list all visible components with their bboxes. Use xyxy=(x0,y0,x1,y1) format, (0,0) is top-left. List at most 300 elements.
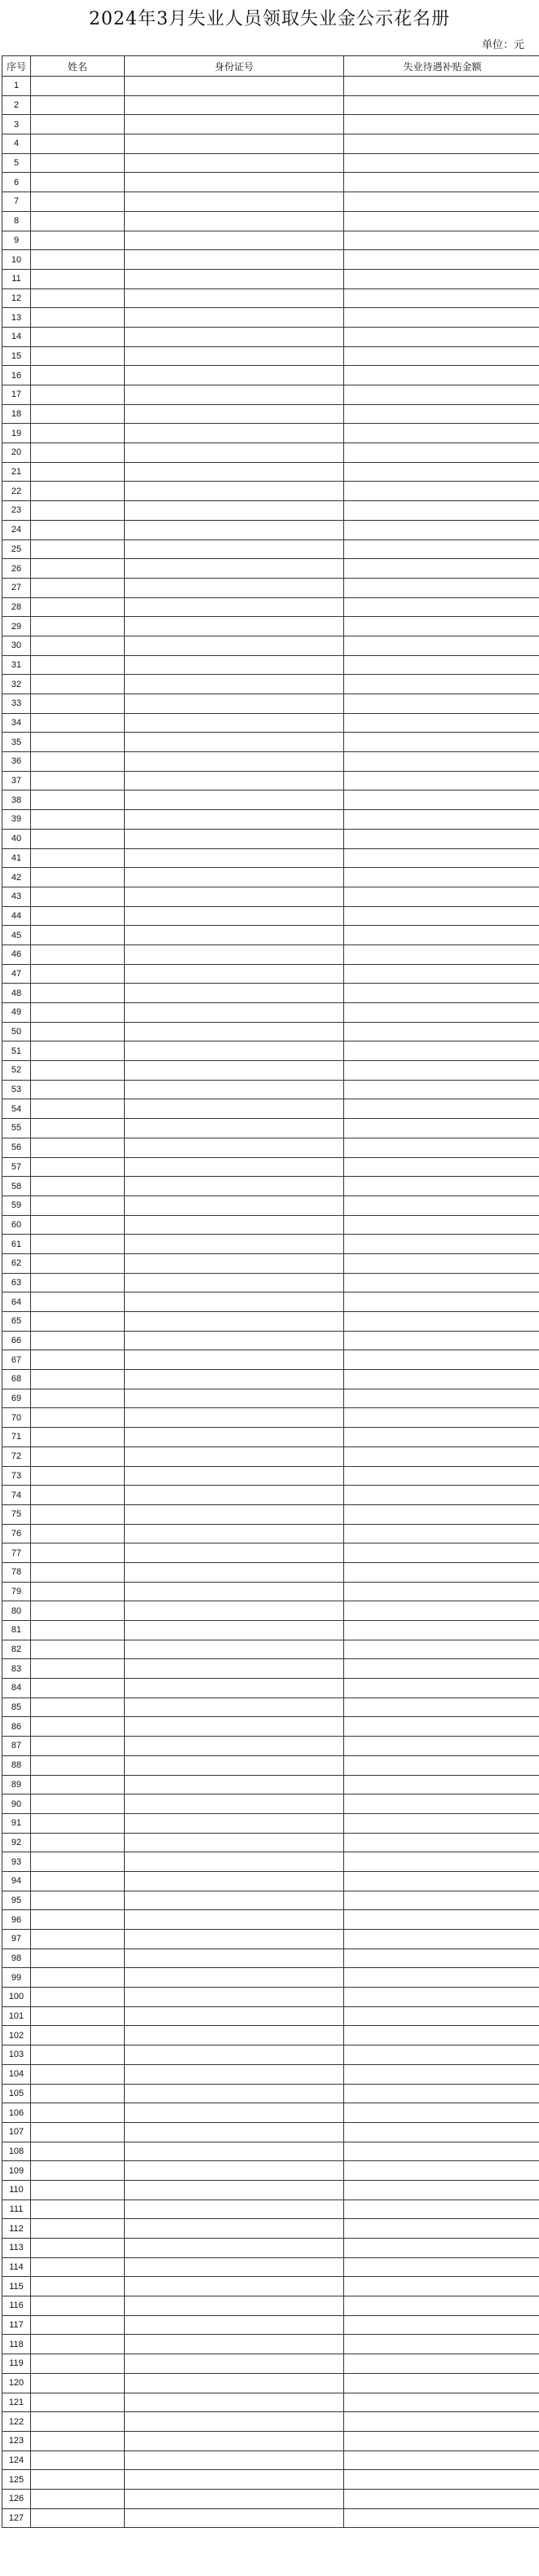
cell-name xyxy=(31,2180,125,2200)
cell-name xyxy=(31,906,125,926)
cell-amount xyxy=(344,1524,539,1543)
cell-id xyxy=(125,694,344,714)
cell-id xyxy=(125,733,344,752)
table-row xyxy=(2,366,539,385)
table-row xyxy=(2,1331,539,1350)
table-row xyxy=(2,868,539,887)
cell-id xyxy=(125,2200,344,2219)
cell-name xyxy=(31,848,125,868)
cell-amount xyxy=(344,539,539,559)
cell-no: 6 xyxy=(2,173,31,192)
cell-id xyxy=(125,2161,344,2181)
cell-amount xyxy=(344,1157,539,1177)
cell-id xyxy=(125,2451,344,2470)
cell-amount xyxy=(344,2412,539,2432)
cell-name xyxy=(31,1273,125,1292)
cell-id xyxy=(125,1215,344,1235)
table-row xyxy=(2,1389,539,1408)
cell-amount xyxy=(344,1273,539,1292)
cell-no: 59 xyxy=(2,1196,31,1215)
cell-id xyxy=(125,346,344,366)
cell-name xyxy=(31,1562,125,1582)
cell-name xyxy=(31,385,125,405)
table-row xyxy=(2,77,539,96)
cell-no: 11 xyxy=(2,269,31,288)
cell-name xyxy=(31,2142,125,2161)
cell-id xyxy=(125,77,344,96)
cell-id xyxy=(125,1177,344,1196)
cell-amount xyxy=(344,1813,539,1833)
cell-amount xyxy=(344,77,539,96)
cell-no: 99 xyxy=(2,1968,31,1988)
cell-no: 20 xyxy=(2,443,31,463)
table-row xyxy=(2,1871,539,1891)
table-row xyxy=(2,231,539,250)
cell-name xyxy=(31,1988,125,2007)
cell-no: 84 xyxy=(2,1679,31,1698)
table-row xyxy=(2,2470,539,2490)
cell-no: 52 xyxy=(2,1061,31,1081)
cell-id xyxy=(125,655,344,675)
cell-id xyxy=(125,2006,344,2026)
cell-name xyxy=(31,1370,125,1389)
table-row xyxy=(2,1601,539,1621)
cell-id xyxy=(125,1370,344,1389)
cell-no: 62 xyxy=(2,1253,31,1273)
cell-amount xyxy=(344,1543,539,1563)
cell-amount xyxy=(344,694,539,714)
cell-no: 55 xyxy=(2,1119,31,1138)
cell-id xyxy=(125,964,344,984)
roster-table xyxy=(2,55,539,2528)
cell-no: 127 xyxy=(2,2508,31,2528)
cell-id xyxy=(125,1640,344,1659)
cell-amount xyxy=(344,2084,539,2103)
cell-name xyxy=(31,269,125,288)
cell-no: 106 xyxy=(2,2103,31,2123)
cell-amount xyxy=(344,1447,539,1466)
cell-amount xyxy=(344,2161,539,2181)
cell-amount xyxy=(344,115,539,134)
table-row xyxy=(2,2239,539,2258)
table-row xyxy=(2,1138,539,1157)
table-row xyxy=(2,443,539,463)
cell-amount xyxy=(344,404,539,424)
cell-no: 58 xyxy=(2,1177,31,1196)
cell-no: 30 xyxy=(2,636,31,655)
cell-no: 47 xyxy=(2,964,31,984)
table-row xyxy=(2,2200,539,2219)
cell-name xyxy=(31,1466,125,1486)
cell-no: 61 xyxy=(2,1235,31,1254)
cell-amount xyxy=(344,1659,539,1679)
cell-no: 32 xyxy=(2,675,31,694)
cell-id xyxy=(125,1621,344,1640)
cell-no: 102 xyxy=(2,2026,31,2045)
cell-id xyxy=(125,2257,344,2277)
cell-amount xyxy=(344,887,539,906)
table-row xyxy=(2,1988,539,2007)
cell-no: 65 xyxy=(2,1312,31,1332)
cell-name xyxy=(31,2064,125,2084)
cell-name xyxy=(31,1833,125,1852)
cell-amount xyxy=(344,617,539,636)
cell-id xyxy=(125,1794,344,1814)
cell-amount xyxy=(344,1755,539,1775)
cell-id xyxy=(125,1679,344,1698)
cell-amount xyxy=(344,2257,539,2277)
cell-no: 25 xyxy=(2,539,31,559)
cell-name xyxy=(31,2412,125,2432)
cell-amount xyxy=(344,964,539,984)
cell-amount xyxy=(344,2200,539,2219)
cell-amount xyxy=(344,868,539,887)
cell-no: 18 xyxy=(2,404,31,424)
cell-id xyxy=(125,366,344,385)
table-row xyxy=(2,1582,539,1601)
cell-id xyxy=(125,1949,344,1968)
cell-amount xyxy=(344,153,539,173)
cell-no: 75 xyxy=(2,1504,31,1524)
cell-amount xyxy=(344,1930,539,1949)
table-row xyxy=(2,790,539,810)
cell-name xyxy=(31,115,125,134)
cell-name xyxy=(31,1022,125,1041)
cell-name xyxy=(31,1196,125,1215)
cell-no: 120 xyxy=(2,2373,31,2393)
cell-id xyxy=(125,1543,344,1563)
cell-amount xyxy=(344,1119,539,1138)
table-row xyxy=(2,617,539,636)
cell-id xyxy=(125,250,344,270)
cell-no: 79 xyxy=(2,1582,31,1601)
cell-name xyxy=(31,1389,125,1408)
cell-name xyxy=(31,77,125,96)
table-row xyxy=(2,2045,539,2065)
cell-amount xyxy=(344,733,539,752)
table-row xyxy=(2,848,539,868)
table-row xyxy=(2,1003,539,1023)
cell-amount xyxy=(344,636,539,655)
cell-no: 126 xyxy=(2,2489,31,2508)
cell-name xyxy=(31,1910,125,1930)
table-row xyxy=(2,424,539,443)
cell-id xyxy=(125,1022,344,1041)
cell-amount xyxy=(344,1988,539,2007)
table-row xyxy=(2,1486,539,1505)
table-row xyxy=(2,520,539,539)
cell-name xyxy=(31,2161,125,2181)
cell-id xyxy=(125,1235,344,1254)
cell-amount xyxy=(344,1061,539,1081)
cell-amount xyxy=(344,1621,539,1640)
cell-id xyxy=(125,810,344,830)
cell-name xyxy=(31,1428,125,1447)
table-row xyxy=(2,2103,539,2123)
cell-name xyxy=(31,945,125,964)
cell-name xyxy=(31,1698,125,1717)
table-row xyxy=(2,250,539,270)
cell-id xyxy=(125,1138,344,1157)
cell-amount xyxy=(344,1891,539,1910)
cell-amount xyxy=(344,2393,539,2412)
table-row xyxy=(2,1949,539,1968)
cell-id xyxy=(125,906,344,926)
cell-no: 24 xyxy=(2,520,31,539)
cell-id xyxy=(125,2239,344,2258)
cell-amount xyxy=(344,1486,539,1505)
cell-no: 108 xyxy=(2,2142,31,2161)
table-row xyxy=(2,1813,539,1833)
cell-no: 22 xyxy=(2,482,31,501)
table-row xyxy=(2,1562,539,1582)
cell-name xyxy=(31,1524,125,1543)
cell-name xyxy=(31,1582,125,1601)
cell-no: 71 xyxy=(2,1428,31,1447)
table-row xyxy=(2,211,539,231)
cell-name xyxy=(31,501,125,521)
cell-no: 100 xyxy=(2,1988,31,2007)
cell-no: 125 xyxy=(2,2470,31,2490)
cell-name xyxy=(31,211,125,231)
cell-name xyxy=(31,443,125,463)
cell-no: 60 xyxy=(2,1215,31,1235)
cell-no: 121 xyxy=(2,2393,31,2412)
cell-id xyxy=(125,1061,344,1081)
table-row xyxy=(2,308,539,328)
table-row xyxy=(2,597,539,617)
cell-id xyxy=(125,2277,344,2296)
table-row xyxy=(2,134,539,154)
cell-name xyxy=(31,327,125,346)
table-row xyxy=(2,2296,539,2316)
cell-amount xyxy=(344,2335,539,2354)
cell-id xyxy=(125,2219,344,2239)
cell-name xyxy=(31,1871,125,1891)
table-row xyxy=(2,1466,539,1486)
cell-no: 76 xyxy=(2,1524,31,1543)
table-row xyxy=(2,462,539,482)
cell-no: 107 xyxy=(2,2122,31,2142)
cell-id xyxy=(125,2296,344,2316)
table-row xyxy=(2,173,539,192)
cell-id xyxy=(125,868,344,887)
cell-name xyxy=(31,597,125,617)
cell-name xyxy=(31,2239,125,2258)
cell-name xyxy=(31,2451,125,2470)
cell-amount xyxy=(344,1717,539,1737)
cell-id xyxy=(125,1659,344,1679)
table-row xyxy=(2,2142,539,2161)
cell-no: 66 xyxy=(2,1331,31,1350)
cell-id xyxy=(125,2315,344,2335)
cell-id xyxy=(125,1737,344,1756)
cell-no: 49 xyxy=(2,1003,31,1023)
table-row xyxy=(2,153,539,173)
cell-amount xyxy=(344,2045,539,2065)
cell-id xyxy=(125,926,344,945)
cell-name xyxy=(31,964,125,984)
cell-amount xyxy=(344,2219,539,2239)
cell-id xyxy=(125,771,344,790)
table-row xyxy=(2,1253,539,1273)
cell-no: 82 xyxy=(2,1640,31,1659)
cell-name xyxy=(31,404,125,424)
table-row xyxy=(2,1891,539,1910)
cell-name xyxy=(31,2122,125,2142)
cell-id xyxy=(125,2122,344,2142)
cell-amount xyxy=(344,1138,539,1157)
table-row xyxy=(2,810,539,830)
cell-amount xyxy=(344,1968,539,1988)
cell-no: 10 xyxy=(2,250,31,270)
cell-name xyxy=(31,1717,125,1737)
table-row xyxy=(2,1524,539,1543)
cell-name xyxy=(31,2084,125,2103)
cell-id xyxy=(125,790,344,810)
cell-amount xyxy=(344,2470,539,2490)
cell-name xyxy=(31,2373,125,2393)
table-row xyxy=(2,1177,539,1196)
cell-id xyxy=(125,1852,344,1872)
cell-amount xyxy=(344,2315,539,2335)
table-row xyxy=(2,964,539,984)
table-row xyxy=(2,1621,539,1640)
cell-no: 13 xyxy=(2,308,31,328)
cell-amount xyxy=(344,1775,539,1794)
cell-name xyxy=(31,1543,125,1563)
table-row xyxy=(2,2180,539,2200)
cell-id xyxy=(125,578,344,597)
cell-name xyxy=(31,2006,125,2026)
table-row xyxy=(2,1428,539,1447)
cell-name xyxy=(31,1852,125,1872)
cell-id xyxy=(125,211,344,231)
cell-id xyxy=(125,1562,344,1582)
cell-no: 23 xyxy=(2,501,31,521)
cell-id xyxy=(125,2470,344,2490)
cell-amount xyxy=(344,1562,539,1582)
cell-id xyxy=(125,2084,344,2103)
cell-no: 63 xyxy=(2,1273,31,1292)
cell-id xyxy=(125,1910,344,1930)
cell-name xyxy=(31,308,125,328)
cell-id xyxy=(125,1350,344,1370)
cell-id xyxy=(125,1312,344,1332)
cell-amount xyxy=(344,1196,539,1215)
table-row xyxy=(2,1737,539,1756)
cell-id xyxy=(125,462,344,482)
cell-no: 119 xyxy=(2,2354,31,2374)
cell-name xyxy=(31,173,125,192)
table-row xyxy=(2,1408,539,1428)
cell-amount xyxy=(344,1292,539,1312)
cell-name xyxy=(31,2393,125,2412)
cell-amount xyxy=(344,1852,539,1872)
cell-name xyxy=(31,1177,125,1196)
roster-table-wrapper xyxy=(2,55,537,2528)
cell-amount xyxy=(344,713,539,733)
cell-id xyxy=(125,424,344,443)
cell-no: 98 xyxy=(2,1949,31,1968)
cell-no: 15 xyxy=(2,346,31,366)
cell-name xyxy=(31,2508,125,2528)
table-row xyxy=(2,1755,539,1775)
table-row xyxy=(2,1504,539,1524)
cell-id xyxy=(125,231,344,250)
cell-no: 41 xyxy=(2,848,31,868)
table-row xyxy=(2,887,539,906)
cell-id xyxy=(125,173,344,192)
cell-no: 31 xyxy=(2,655,31,675)
table-row xyxy=(2,945,539,964)
cell-amount xyxy=(344,1582,539,1601)
cell-name xyxy=(31,2335,125,2354)
cell-no: 117 xyxy=(2,2315,31,2335)
cell-name xyxy=(31,868,125,887)
cell-no: 57 xyxy=(2,1157,31,1177)
cell-amount xyxy=(344,366,539,385)
cell-id xyxy=(125,597,344,617)
cell-id xyxy=(125,288,344,308)
cell-name xyxy=(31,1003,125,1023)
cell-no: 37 xyxy=(2,771,31,790)
cell-amount xyxy=(344,269,539,288)
unit-label: 单位：元 xyxy=(481,38,524,51)
table-row xyxy=(2,2373,539,2393)
cell-id xyxy=(125,95,344,115)
cell-no: 96 xyxy=(2,1910,31,1930)
cell-name xyxy=(31,1891,125,1910)
cell-amount xyxy=(344,2431,539,2451)
cell-no: 73 xyxy=(2,1466,31,1486)
cell-name xyxy=(31,1312,125,1332)
cell-id xyxy=(125,2180,344,2200)
cell-amount xyxy=(344,327,539,346)
cell-no: 5 xyxy=(2,153,31,173)
cell-id xyxy=(125,385,344,405)
cell-id xyxy=(125,501,344,521)
cell-name xyxy=(31,1215,125,1235)
cell-no: 68 xyxy=(2,1370,31,1389)
cell-amount xyxy=(344,578,539,597)
table-row xyxy=(2,404,539,424)
cell-amount xyxy=(344,2239,539,2258)
table-row xyxy=(2,655,539,675)
cell-amount xyxy=(344,2006,539,2026)
cell-name xyxy=(31,2470,125,2490)
cell-no: 39 xyxy=(2,810,31,830)
cell-no: 101 xyxy=(2,2006,31,2026)
cell-amount xyxy=(344,520,539,539)
table-row xyxy=(2,2219,539,2239)
table-row xyxy=(2,1215,539,1235)
cell-no: 67 xyxy=(2,1350,31,1370)
cell-id xyxy=(125,2354,344,2374)
cell-id xyxy=(125,539,344,559)
cell-name xyxy=(31,1119,125,1138)
table-row xyxy=(2,2431,539,2451)
table-row xyxy=(2,752,539,772)
table-row xyxy=(2,1930,539,1949)
cell-id xyxy=(125,1755,344,1775)
cell-name xyxy=(31,2315,125,2335)
cell-amount xyxy=(344,2142,539,2161)
cell-name xyxy=(31,1504,125,1524)
cell-amount xyxy=(344,810,539,830)
cell-id xyxy=(125,1466,344,1486)
cell-amount xyxy=(344,1504,539,1524)
